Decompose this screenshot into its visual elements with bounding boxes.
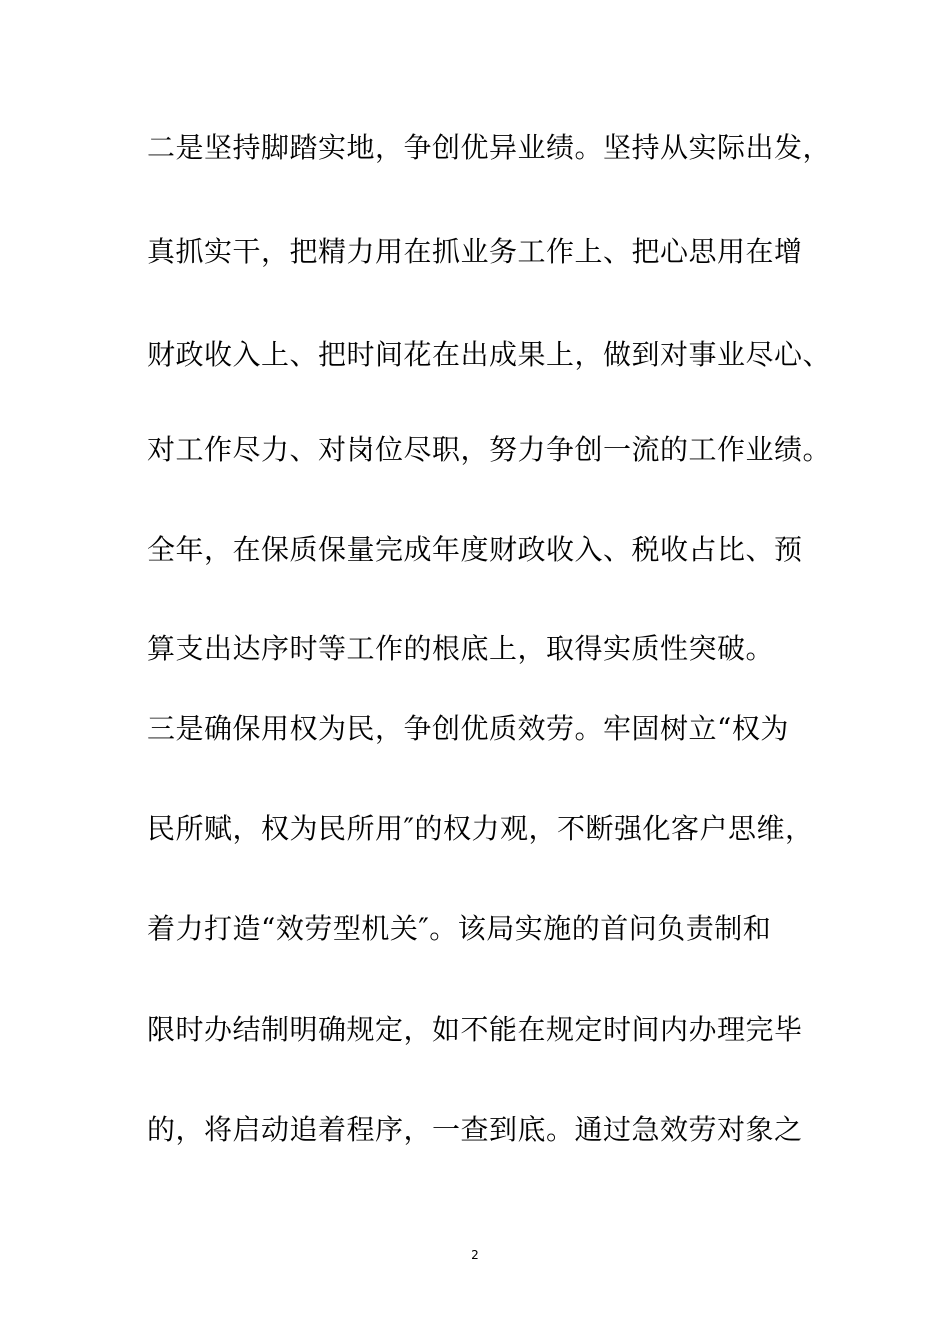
paragraph-line: 二是坚持脚踏实地，争创优异业绩。坚持从实际出发， (147, 131, 832, 164)
paragraph-line: 全年，在保质保量完成年度财政收入、税收占比、预 (147, 533, 803, 566)
paragraph-line: 三是确保用权为民，争创优质效劳。牢固树立“权为 (147, 712, 789, 745)
paragraph-line: 的，将启动追着程序，一查到底。通过急效劳对象之 (147, 1113, 803, 1146)
paragraph-line: 民所赋，权为民所用″的权力观，不断强化客户思维， (147, 812, 814, 845)
paragraph-line: 限时办结制明确规定，如不能在规定时间内办理完毕 (147, 1013, 803, 1046)
paragraph-line: 对工作尽力、对岗位尽职，努力争创一流的工作业绩。 (147, 433, 832, 466)
paragraph-line: 着力打造“效劳型机关″。该局实施的首问负责制和 (147, 912, 772, 945)
page-number: 2 (471, 1248, 479, 1262)
paragraph-line: 财政收入上、把时间花在出成果上，做到对事业尽心、 (147, 338, 832, 371)
paragraph-line: 算支出达序时等工作的根底上，取得实质性突破。 (147, 632, 775, 665)
paragraph-line: 真抓实干，把精力用在抓业务工作上、把心思用在增 (147, 235, 803, 268)
